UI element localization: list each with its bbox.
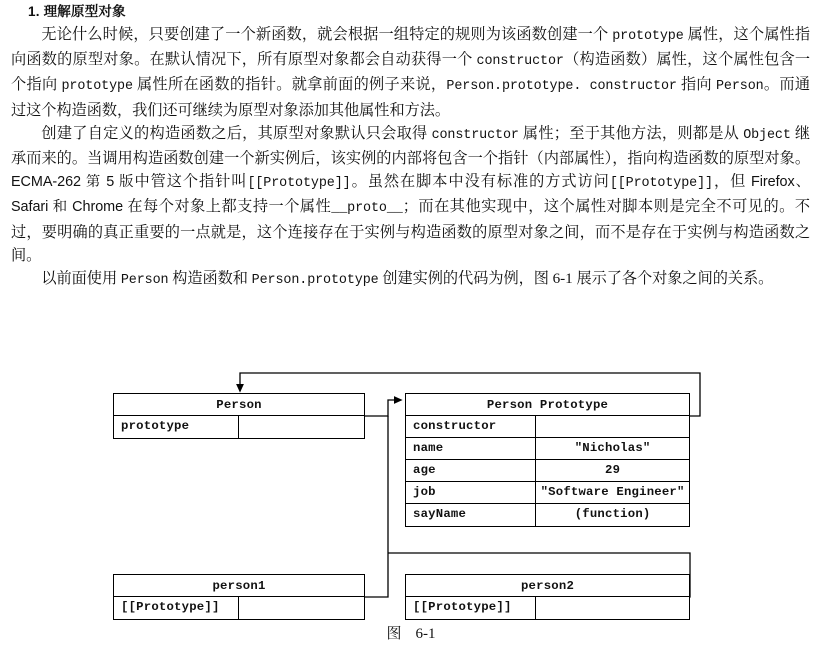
latin-span: Firefox、Safari 和 Chrome <box>11 174 810 216</box>
box-row <box>406 438 689 460</box>
figure-caption-number: 6-1 <box>415 626 436 642</box>
code-span: [[Prototype]] <box>247 176 351 192</box>
property-key: job <box>406 482 536 503</box>
code-span: [[Prototype]] <box>609 176 713 192</box>
code-span: Person <box>715 79 764 95</box>
code-span: prototype <box>61 79 133 95</box>
text-span: 以前面使用 <box>41 270 121 288</box>
box-row <box>406 597 689 619</box>
paragraph-3 <box>0 267 822 292</box>
box-title: person2 <box>406 575 689 597</box>
property-key: [[Prototype]] <box>406 597 536 619</box>
box-row <box>406 460 689 482</box>
code-span: constructor <box>476 54 564 70</box>
paragraph-1 <box>0 23 822 122</box>
box-title: Person <box>114 394 364 416</box>
text-span: 构造函数和 <box>168 270 252 288</box>
text-span: 指向 <box>676 76 716 94</box>
property-value <box>536 416 689 437</box>
section-heading: 1. 理解原型对象 <box>28 4 126 19</box>
text-span: 属性所在函数的指针。就拿前面的例子来说， <box>132 76 447 94</box>
figure-6-1 <box>0 360 822 657</box>
text-span: ，但 <box>712 173 752 191</box>
property-value <box>536 597 689 619</box>
property-key: prototype <box>114 416 239 438</box>
code-span: Object <box>743 127 791 143</box>
property-key: age <box>406 460 536 481</box>
text-span: 创建了自定义的构造函数之后，其原型对象默认只会取得 <box>41 124 432 142</box>
property-key: constructor <box>406 416 536 437</box>
text-span: 创建实例的代码为例，图 6-1 展示了各个对象之间的关系。 <box>378 270 774 288</box>
property-value: "Nicholas" <box>574 441 651 455</box>
diagram-box-person2 <box>405 574 690 620</box>
box-row <box>406 504 689 526</box>
text-span: 在每个对象上都支持一个属性 <box>123 198 332 216</box>
figure-caption-label: 图 <box>386 626 402 642</box>
property-value <box>239 597 364 619</box>
code-span: Person.prototype <box>251 273 379 289</box>
page-text-block <box>0 0 822 292</box>
box-row <box>406 416 689 438</box>
code-span: Person.prototype. constructor <box>446 79 677 95</box>
diagram-box-person-prototype <box>405 393 690 527</box>
text-span: 。虽然在脚本中没有标准的方式访问 <box>350 173 610 191</box>
code-span: Person <box>120 273 169 289</box>
box-row <box>114 416 364 438</box>
latin-span: ECMA-262 第 5 版 <box>11 174 135 191</box>
box-title: person1 <box>114 575 364 597</box>
property-key: [[Prototype]] <box>114 597 239 619</box>
text-span: 属性；至于其他方法，则都是从 <box>518 124 744 142</box>
box-row <box>114 597 364 619</box>
text-span: 中管这个指针叫 <box>134 173 248 191</box>
text-span: 属性，这个属性指向函数的原型对象。在默认情况下，所有原型对象都会自动获得一个 <box>11 26 810 69</box>
text-span: （构造函数）属性，这个属性包含一个指向 <box>11 51 811 94</box>
text-span: 。而通过这个构造函数，我们还可继续为原型对象添加其他属性和方法。 <box>11 76 811 119</box>
code-span: constructor <box>431 127 519 143</box>
property-value: (function) <box>574 507 651 521</box>
property-key: name <box>406 438 536 459</box>
code-span: __proto__ <box>331 201 403 217</box>
property-value <box>239 416 364 438</box>
property-key: sayName <box>406 504 536 526</box>
text-span: ；而在其他实现中，这个属性对脚本则是完全不可见的。不过，要明确的真正重要的一点就是，这个连接存在于实例与构造函数的原型对象之间，而不是存在于实例与构造函数之间。 <box>11 198 810 264</box>
property-value: "Software Engineer" <box>540 485 685 499</box>
text-span: 继承而来的。当调用构造函数创建一个新实例后，该实例的内部将包含一个指针（内部属性），指向构造函数的原型对象。 <box>11 124 811 168</box>
diagram-box-person <box>113 393 365 439</box>
code-span: prototype <box>612 29 684 44</box>
box-title: Person Prototype <box>406 394 689 416</box>
property-value: 29 <box>605 463 621 477</box>
paragraph-2 <box>0 122 822 267</box>
diagram-box-person1 <box>113 574 365 620</box>
text-span: 无论什么时候，只要创建了一个新函数，就会根据一组特定的规则为该函数创建一个 <box>41 26 613 43</box>
box-row <box>406 482 689 504</box>
figure-caption <box>0 622 822 643</box>
